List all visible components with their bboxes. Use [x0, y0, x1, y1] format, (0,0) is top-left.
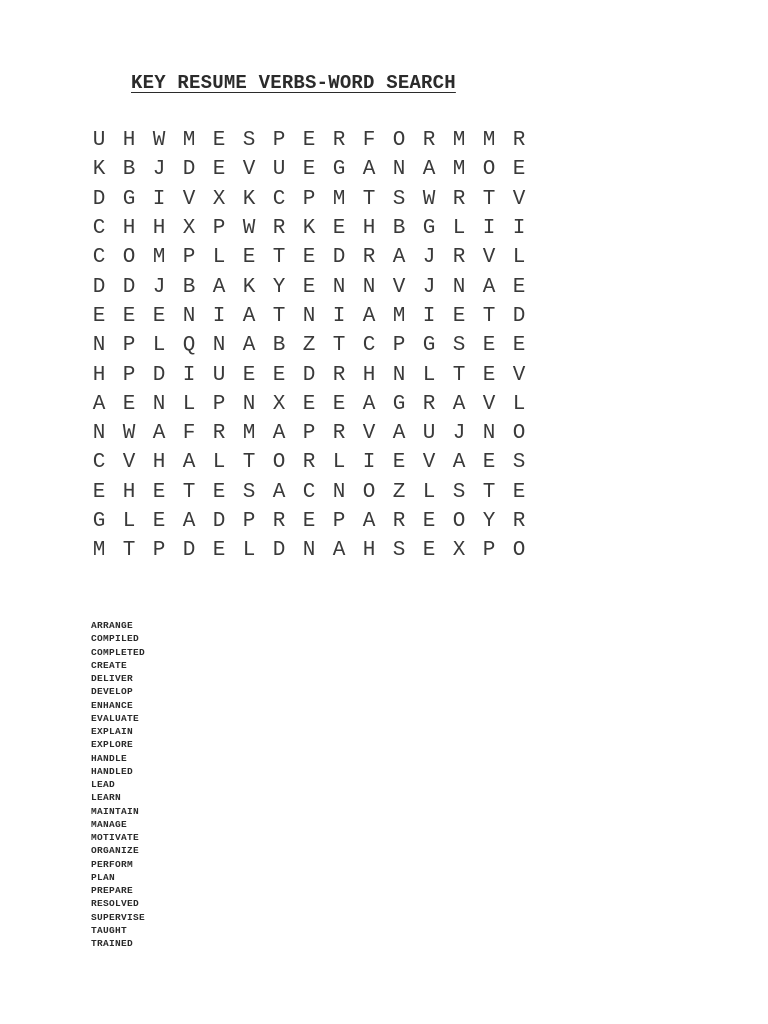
grid-letter[interactable]: D — [152, 363, 166, 387]
word-list-item: LEAD — [91, 779, 116, 790]
word-list-item: TRAINED — [91, 938, 134, 949]
word-list-item: PLAN — [91, 871, 116, 883]
grid-letter[interactable]: H — [122, 480, 136, 504]
grid-letter[interactable]: W — [152, 129, 166, 153]
grid-letter[interactable]: A — [182, 510, 196, 533]
grid-letter[interactable]: I — [512, 217, 526, 241]
grid-letter[interactable]: A — [422, 158, 436, 182]
grid-letter[interactable]: N — [92, 422, 106, 446]
grid-letter[interactable]: M — [452, 158, 466, 182]
grid-letter[interactable]: T — [242, 451, 256, 475]
grid-letter[interactable]: I — [212, 304, 226, 328]
grid-letter[interactable]: U — [92, 129, 106, 153]
grid-letter[interactable]: G — [122, 187, 136, 211]
grid-letter[interactable]: A — [182, 451, 196, 475]
word-list-item: MOTIVATE — [91, 832, 140, 843]
grid-letter[interactable]: O — [362, 480, 376, 504]
grid-letter[interactable]: Q — [182, 334, 196, 358]
grid-letter[interactable]: J — [452, 422, 466, 446]
grid-letter[interactable]: E — [152, 480, 166, 504]
grid-letter[interactable]: L — [422, 363, 436, 387]
grid-letter[interactable]: T — [272, 246, 286, 270]
word-list-item: LEARN — [91, 792, 122, 804]
grid-letter[interactable]: M — [92, 539, 106, 563]
word-list-item: EVALUATE — [91, 712, 140, 724]
grid-letter[interactable]: A — [452, 392, 466, 416]
grid-letter[interactable]: C — [92, 451, 106, 475]
grid-letter[interactable]: A — [152, 422, 166, 446]
word-list-item: DELIVER — [91, 673, 134, 684]
word-list-item: DEVELOP — [91, 686, 134, 698]
grid-letter[interactable]: V — [122, 451, 136, 475]
grid-letter[interactable]: E — [302, 246, 316, 270]
grid-letter[interactable]: W — [422, 187, 436, 211]
grid-letter[interactable]: E — [512, 275, 526, 299]
grid-letter[interactable]: R — [452, 246, 466, 270]
grid-letter[interactable]: P — [152, 539, 166, 563]
grid-letter[interactable]: B — [392, 217, 406, 241]
grid-row — [84, 272, 534, 301]
grid-letter[interactable]: A — [362, 392, 376, 416]
grid-row — [84, 360, 534, 389]
grid-letter[interactable]: V — [422, 451, 436, 475]
grid-letter[interactable]: I — [482, 217, 496, 241]
word-list — [91, 619, 145, 950]
grid-letter[interactable]: E — [122, 392, 136, 416]
grid-letter[interactable]: L — [152, 334, 166, 358]
grid-letter[interactable]: E — [212, 129, 226, 153]
grid-letter[interactable]: K — [242, 275, 256, 299]
grid-letter[interactable]: V — [392, 275, 406, 299]
grid-letter[interactable]: P — [482, 539, 496, 563]
grid-letter[interactable]: R — [422, 129, 436, 153]
grid-letter[interactable]: D — [122, 275, 136, 299]
grid-letter[interactable]: R — [512, 510, 526, 533]
word-list-item: RESOLVED — [91, 898, 140, 910]
grid-letter[interactable]: J — [152, 275, 166, 299]
grid-letter[interactable]: P — [212, 217, 226, 241]
grid-letter[interactable]: R — [332, 363, 346, 387]
grid-letter[interactable]: H — [362, 363, 376, 387]
grid-letter[interactable]: U — [272, 158, 286, 182]
grid-letter[interactable]: E — [242, 363, 256, 387]
grid-letter[interactable]: A — [482, 275, 496, 299]
grid-letter[interactable]: P — [302, 422, 316, 446]
word-list-item: MANAGE — [91, 818, 128, 830]
grid-letter[interactable]: J — [422, 246, 436, 270]
grid-letter[interactable]: X — [182, 217, 196, 241]
grid-letter[interactable]: M — [452, 129, 466, 153]
grid-letter[interactable]: E — [212, 539, 226, 563]
grid-letter[interactable]: P — [182, 246, 196, 270]
grid-letter[interactable]: C — [92, 246, 106, 270]
word-list-item: HANDLE — [91, 752, 128, 764]
grid-letter[interactable]: T — [362, 187, 376, 211]
grid-letter[interactable]: R — [362, 246, 376, 270]
grid-letter[interactable]: V — [482, 392, 496, 416]
grid-letter[interactable]: L — [512, 392, 526, 416]
grid-letter[interactable]: D — [92, 275, 106, 299]
grid-letter[interactable]: N — [482, 422, 496, 446]
grid-letter[interactable]: V — [362, 422, 376, 446]
grid-row — [84, 478, 534, 507]
grid-row — [84, 302, 534, 331]
grid-letter[interactable]: E — [302, 392, 316, 416]
grid-letter[interactable]: X — [272, 392, 286, 416]
grid-letter[interactable]: E — [272, 363, 286, 387]
grid-letter[interactable]: F — [182, 422, 196, 446]
grid-letter[interactable]: G — [392, 392, 406, 416]
grid-letter[interactable]: A — [272, 480, 286, 504]
grid-letter[interactable]: S — [392, 539, 406, 563]
word-search-grid — [84, 126, 534, 565]
grid-letter[interactable]: M — [332, 187, 346, 211]
grid-letter[interactable]: A — [242, 334, 256, 358]
grid-letter[interactable]: K — [92, 158, 106, 182]
grid-letter[interactable]: V — [512, 187, 526, 211]
grid-letter[interactable]: N — [452, 275, 466, 299]
grid-letter[interactable]: H — [122, 129, 136, 153]
grid-letter[interactable]: N — [212, 334, 226, 358]
grid-letter[interactable]: C — [272, 187, 286, 211]
grid-letter[interactable]: L — [242, 539, 256, 563]
grid-letter[interactable]: B — [122, 158, 136, 182]
grid-letter[interactable]: H — [122, 217, 136, 241]
grid-letter[interactable]: P — [122, 334, 136, 358]
grid-letter[interactable]: O — [122, 246, 136, 270]
grid-letter[interactable]: M — [482, 129, 496, 153]
grid-letter[interactable]: L — [512, 246, 526, 270]
grid-letter[interactable]: D — [272, 539, 286, 563]
grid-letter[interactable]: W — [122, 422, 136, 446]
grid-letter[interactable]: T — [272, 304, 286, 328]
grid-letter[interactable]: H — [92, 363, 106, 387]
grid-letter[interactable]: E — [512, 334, 526, 358]
grid-letter[interactable]: E — [302, 129, 316, 153]
grid-letter[interactable]: H — [152, 451, 166, 475]
grid-letter[interactable]: C — [362, 334, 376, 358]
grid-letter[interactable]: T — [122, 539, 136, 563]
grid-letter[interactable]: D — [212, 510, 226, 533]
grid-letter[interactable]: U — [212, 363, 226, 387]
grid-letter[interactable]: T — [482, 480, 496, 504]
grid-letter[interactable]: P — [272, 129, 286, 153]
grid-letter[interactable]: E — [512, 480, 526, 504]
word-list-item: EXPLAIN — [91, 726, 134, 737]
grid-letter[interactable]: E — [92, 480, 106, 504]
grid-letter[interactable]: E — [422, 539, 436, 563]
word-list-item: COMPLETED — [91, 646, 146, 658]
grid-letter[interactable]: F — [362, 129, 376, 153]
grid-letter[interactable]: T — [452, 363, 466, 387]
word-list-item: TAUGHT — [91, 924, 128, 936]
grid-letter[interactable]: O — [512, 422, 526, 446]
grid-letter[interactable]: A — [332, 539, 346, 563]
grid-row — [84, 448, 534, 477]
word-list-item: ORGANIZE — [91, 845, 140, 857]
grid-letter[interactable]: V — [182, 187, 196, 211]
word-list-item: EXPLORE — [91, 739, 134, 751]
grid-letter[interactable]: R — [272, 217, 286, 241]
grid-letter[interactable]: G — [332, 158, 346, 182]
grid-letter[interactable]: L — [212, 246, 226, 270]
grid-letter[interactable]: M — [242, 422, 256, 446]
grid-letter[interactable]: E — [302, 510, 316, 533]
grid-letter[interactable]: G — [92, 510, 106, 533]
word-list-item: CREATE — [91, 659, 128, 671]
grid-letter[interactable]: N — [152, 392, 166, 416]
grid-letter[interactable]: D — [92, 187, 106, 211]
grid-letter[interactable]: Z — [392, 480, 406, 504]
grid-letter[interactable]: E — [392, 451, 406, 475]
grid-letter[interactable]: S — [392, 187, 406, 211]
grid-letter[interactable]: S — [452, 334, 466, 358]
grid-letter[interactable]: O — [482, 158, 496, 182]
page-title: KEY RESUME VERBS-WORD SEARCH — [131, 72, 456, 94]
grid-letter[interactable]: J — [152, 158, 166, 182]
grid-letter[interactable]: A — [92, 392, 106, 416]
grid-letter[interactable]: D — [182, 539, 196, 563]
grid-letter[interactable]: T — [482, 304, 496, 328]
grid-letter[interactable]: P — [122, 363, 136, 387]
grid-letter[interactable]: E — [122, 304, 136, 328]
grid-letter[interactable]: C — [92, 217, 106, 241]
grid-letter[interactable]: A — [272, 422, 286, 446]
grid-letter[interactable]: R — [422, 392, 436, 416]
grid-letter[interactable]: A — [392, 422, 406, 446]
grid-letter[interactable]: G — [422, 217, 436, 241]
grid-letter[interactable]: N — [332, 480, 346, 504]
grid-letter[interactable]: D — [512, 304, 526, 328]
grid-letter[interactable]: E — [302, 275, 316, 299]
grid-row — [84, 331, 534, 360]
grid-letter[interactable]: I — [422, 304, 436, 328]
grid-letter[interactable]: E — [92, 304, 106, 328]
grid-letter[interactable]: E — [452, 304, 466, 328]
grid-letter[interactable]: S — [512, 451, 526, 475]
grid-letter[interactable]: P — [392, 334, 406, 358]
grid-letter[interactable]: V — [242, 158, 256, 182]
grid-letter[interactable]: M — [152, 246, 166, 270]
grid-letter[interactable]: L — [182, 392, 196, 416]
grid-letter[interactable]: E — [212, 480, 226, 504]
grid-letter[interactable]: P — [332, 510, 346, 533]
grid-letter[interactable]: A — [212, 275, 226, 299]
grid-letter[interactable]: H — [152, 217, 166, 241]
grid-letter[interactable]: V — [512, 363, 526, 387]
grid-letter[interactable]: E — [332, 217, 346, 241]
grid-letter[interactable]: E — [422, 510, 436, 533]
grid-letter[interactable]: N — [302, 539, 316, 563]
grid-letter[interactable]: H — [362, 217, 376, 241]
grid-letter[interactable]: Y — [482, 510, 496, 533]
grid-letter[interactable]: K — [302, 217, 316, 241]
grid-letter[interactable]: E — [152, 510, 166, 533]
grid-row — [84, 507, 534, 536]
grid-row — [84, 419, 534, 448]
word-list-item: PERFORM — [91, 858, 134, 870]
grid-letter[interactable]: L — [122, 510, 136, 533]
grid-letter[interactable]: E — [512, 158, 526, 182]
grid-letter[interactable]: N — [302, 304, 316, 328]
grid-letter[interactable]: D — [332, 246, 346, 270]
word-list-item: HANDLED — [91, 765, 134, 777]
grid-row — [84, 185, 534, 214]
word-list-item: COMPILED — [91, 633, 140, 645]
grid-letter[interactable]: T — [182, 480, 196, 504]
grid-letter[interactable]: W — [242, 217, 256, 241]
grid-letter[interactable]: D — [182, 158, 196, 182]
word-list-item: MAINTAIN — [91, 805, 140, 817]
grid-letter[interactable]: N — [92, 334, 106, 358]
grid-letter[interactable]: R — [332, 422, 346, 446]
grid-letter[interactable]: U — [422, 422, 436, 446]
grid-letter[interactable]: S — [242, 129, 256, 153]
grid-letter[interactable]: N — [392, 158, 406, 182]
word-list-item: PREPARE — [91, 885, 134, 896]
grid-letter[interactable]: A — [362, 158, 376, 182]
grid-letter[interactable]: P — [242, 510, 256, 533]
grid-letter[interactable]: A — [362, 510, 376, 533]
grid-letter[interactable]: M — [182, 129, 196, 153]
grid-letter[interactable]: N — [392, 363, 406, 387]
grid-letter[interactable]: S — [242, 480, 256, 504]
grid-letter[interactable]: A — [242, 304, 256, 328]
grid-letter[interactable]: E — [302, 158, 316, 182]
grid-row — [84, 126, 534, 155]
grid-letter[interactable]: H — [362, 539, 376, 563]
grid-letter[interactable]: I — [332, 304, 346, 328]
grid-letter[interactable]: E — [482, 363, 496, 387]
grid-letter[interactable]: G — [422, 334, 436, 358]
grid-row — [84, 214, 534, 243]
grid-letter[interactable]: O — [272, 451, 286, 475]
grid-letter[interactable]: E — [482, 334, 496, 358]
grid-row — [84, 155, 534, 184]
grid-letter[interactable]: L — [212, 451, 226, 475]
grid-letter[interactable]: J — [422, 275, 436, 299]
grid-letter[interactable]: B — [272, 334, 286, 358]
grid-letter[interactable]: M — [392, 304, 406, 328]
grid-letter[interactable]: B — [182, 275, 196, 299]
grid-letter[interactable]: O — [452, 510, 466, 533]
grid-letter[interactable]: Z — [302, 334, 316, 358]
grid-letter[interactable]: P — [302, 187, 316, 211]
grid-letter[interactable]: A — [392, 246, 406, 270]
grid-letter[interactable]: D — [302, 363, 316, 387]
grid-letter[interactable]: N — [362, 275, 376, 299]
grid-letter[interactable]: I — [152, 187, 166, 211]
word-list-item: ARRANGE — [91, 620, 134, 631]
grid-letter[interactable]: C — [302, 480, 316, 504]
grid-letter[interactable]: E — [482, 451, 496, 475]
grid-letter[interactable]: X — [212, 187, 226, 211]
grid-letter[interactable]: A — [362, 304, 376, 328]
grid-letter[interactable]: T — [482, 187, 496, 211]
grid-letter[interactable]: Y — [272, 275, 286, 299]
grid-letter[interactable]: L — [422, 480, 436, 504]
grid-letter[interactable]: R — [452, 187, 466, 211]
grid-letter[interactable]: A — [452, 451, 466, 475]
word-list-item: ENHANCE — [91, 699, 134, 711]
grid-letter[interactable]: L — [332, 451, 346, 475]
grid-letter[interactable]: E — [152, 304, 166, 328]
grid-letter[interactable]: O — [512, 539, 526, 563]
grid-letter[interactable]: V — [482, 246, 496, 270]
grid-letter[interactable]: E — [332, 392, 346, 416]
grid-letter[interactable]: E — [212, 158, 226, 182]
grid-letter[interactable]: E — [242, 246, 256, 270]
grid-letter[interactable]: X — [452, 539, 466, 563]
grid-letter[interactable]: I — [182, 363, 196, 387]
grid-letter[interactable]: R — [332, 129, 346, 153]
grid-letter[interactable]: N — [332, 275, 346, 299]
grid-letter[interactable]: R — [512, 129, 526, 153]
grid-row — [84, 536, 534, 565]
grid-letter[interactable]: K — [242, 187, 256, 211]
grid-letter[interactable]: R — [302, 451, 316, 475]
grid-letter[interactable]: N — [242, 392, 256, 416]
grid-letter[interactable]: N — [182, 304, 196, 328]
grid-letter[interactable]: R — [212, 422, 226, 446]
word-list-item: SUPERVISE — [91, 911, 146, 923]
grid-letter[interactable]: T — [332, 334, 346, 358]
grid-row — [84, 390, 534, 419]
grid-row — [84, 243, 534, 272]
grid-letter[interactable]: P — [212, 392, 226, 416]
grid-letter[interactable]: L — [452, 217, 466, 241]
grid-letter[interactable]: R — [272, 510, 286, 533]
grid-letter[interactable]: S — [452, 480, 466, 504]
grid-letter[interactable]: I — [362, 451, 376, 475]
grid-letter[interactable]: R — [392, 510, 406, 533]
grid-letter[interactable]: O — [392, 129, 406, 153]
